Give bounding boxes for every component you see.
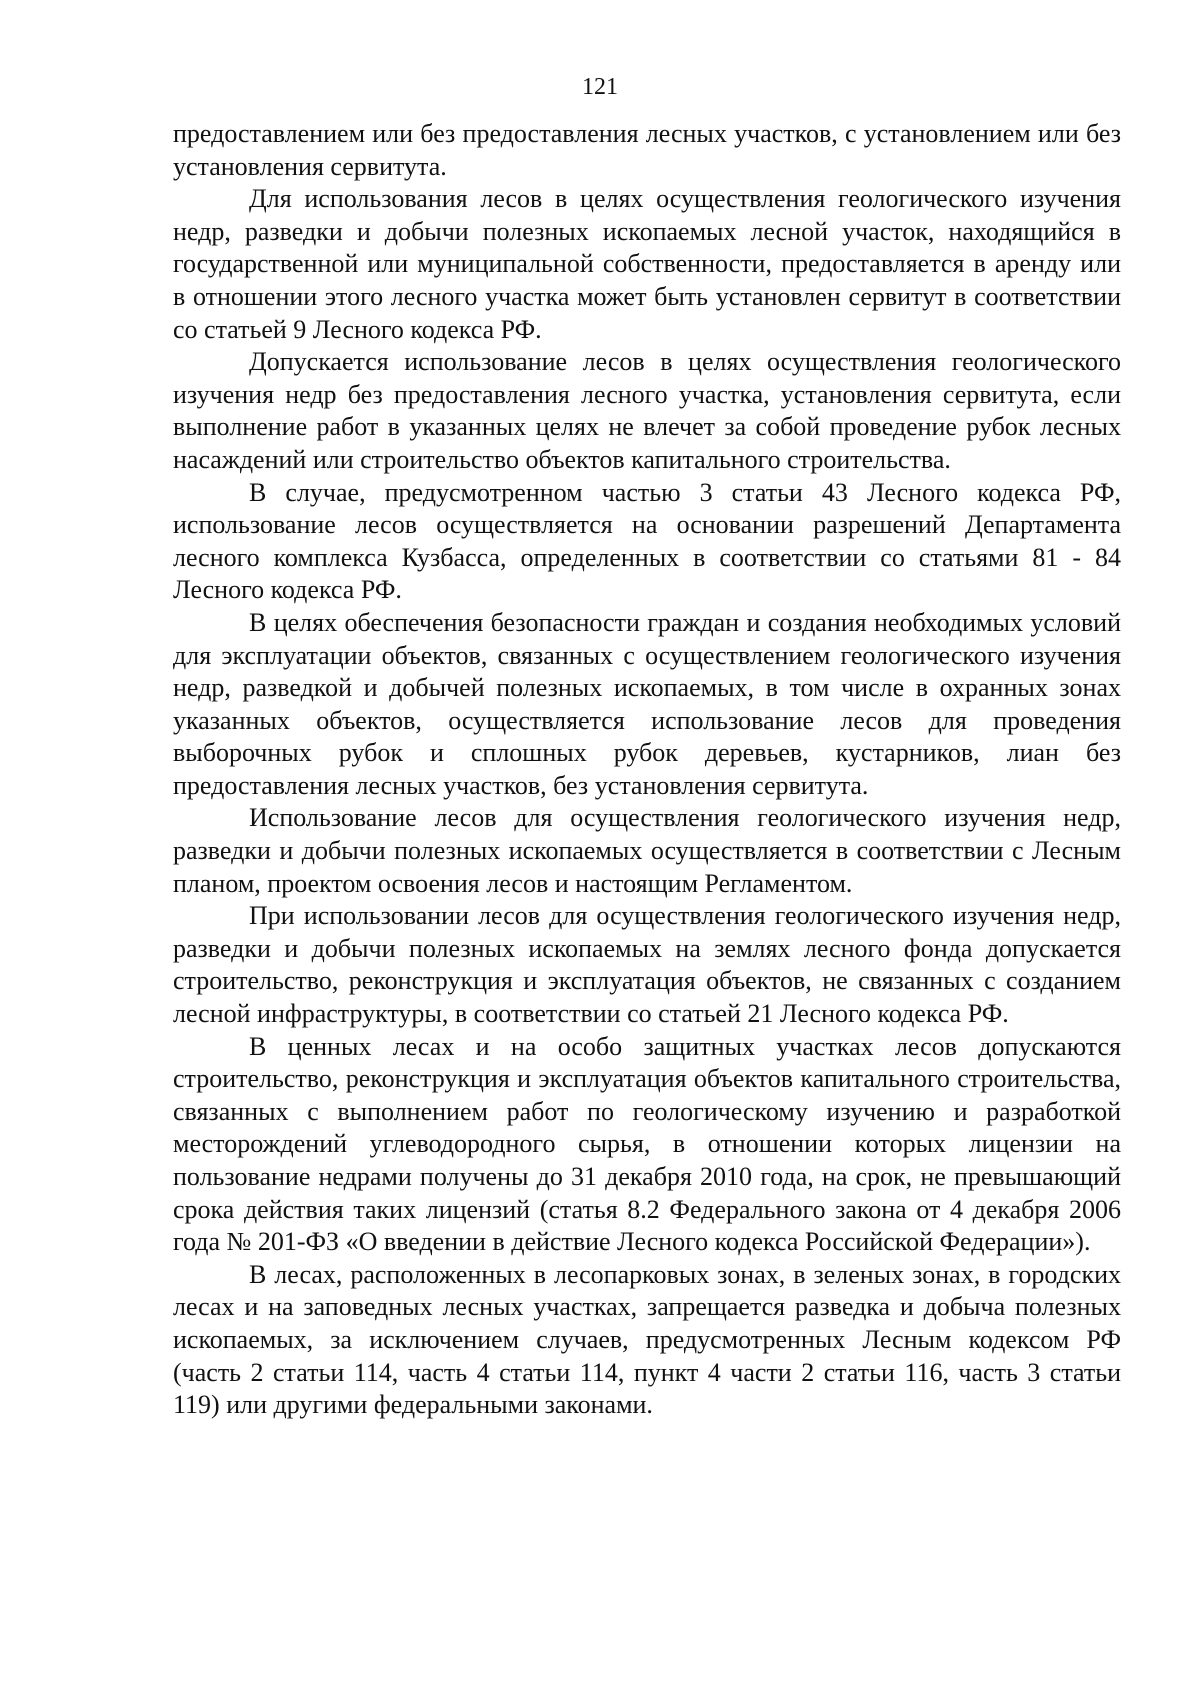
paragraph-lease-servitude: Для использования лесов в целях осуществления геологического изучения недр, разведки и добычи полезных ископаемых лесной участок, находящийся в государственной или муниципальной собственности, предоставляется в аренду или в отношении этого лесного участка может быть установлен сервитут в соответствии со статьей 9 Лесного кодекса РФ. [173, 184, 1121, 344]
paragraph-forest-plan: Использование лесов для осуществления геологического изучения недр, разведки и добычи полезных ископаемых осуществляется в соответствии с Лесным планом, проектом освоения лесов и настоящим Регламентом. [173, 803, 1121, 898]
paragraph-construction: При использовании лесов для осуществления геологического изучения недр, разведки и добычи полезных ископаемых на землях лесного фонда допускается строительство, реконструкция и эксплуатация объектов, не связанных с созданием лесной инфраструктуры, в соответствии со статьей 21 Лесного кодекса РФ. [173, 901, 1121, 1029]
paragraph-continuation: предоставлением или без предоставления лесных участков, с установлением или без установления сервитута. [173, 119, 1121, 181]
paragraph-safety-felling: В целях обеспечения безопасности граждан и создания необходимых условий для эксплуатации объектов, связанных с осуществлением геологического изучения недр, разведкой и добычей полезных ископаемых, в том числе в охранных зонах указанных объектов, осуществляется использование лесов для проведения выборочных рубок и сплошных рубок деревьев, кустарников, лиан без предоставления лесных участков, без установления сервитута. [173, 607, 1121, 800]
paragraph-prohibition: В лесах, расположенных в лесопарковых зонах, в зеленых зонах, в городских лесах и на заповедных лесных участках, запрещается разведка и добыча полезных ископаемых, за исключением случаев, предусмотренных Лесным кодексом РФ (часть 2 статьи 114, часть 4 статьи 114, пункт 4 части 2 статьи 116, часть 3 статьи 119) или другими федеральными законами. [173, 1259, 1121, 1420]
page-number: 121 [582, 74, 618, 100]
paragraph-permits: В случае, предусмотренном частью 3 статьи 43 Лесного кодекса РФ, использование лесов осуществляется на основании разрешений Департамента лесного комплекса Кузбасса, определенных в соответствии со статьями 81 - 84 Лесного кодекса РФ. [173, 477, 1121, 605]
document-body [173, 118, 1121, 1422]
paragraph-use-without-plot: Допускается использование лесов в целях осуществления геологического изучения недр без предоставления лесного участка, установления сервитута, если выполнение работ в указанных целях не влечет за собой проведение рубок лесных насаждений или строительство объектов капитального строительства. [173, 347, 1121, 474]
paragraph-valuable-forests: В ценных лесах и на особо защитных участках лесов допускаются строительство, реконструкция и эксплуатация объектов капитального строительства, связанных с выполнением работ по геологическому изучению и разработкой месторождений углеводородного сырья, в отношении которых лицензии на пользование недрами получены до 31 декабря 2010 года, на срок, не превышающий срока действия таких лицензий (статья 8.2 Федерального закона от 4 декабря 2006 года № 201-ФЗ «О введении в действие Лесного кодекса Российской Федерации»). [173, 1031, 1121, 1257]
